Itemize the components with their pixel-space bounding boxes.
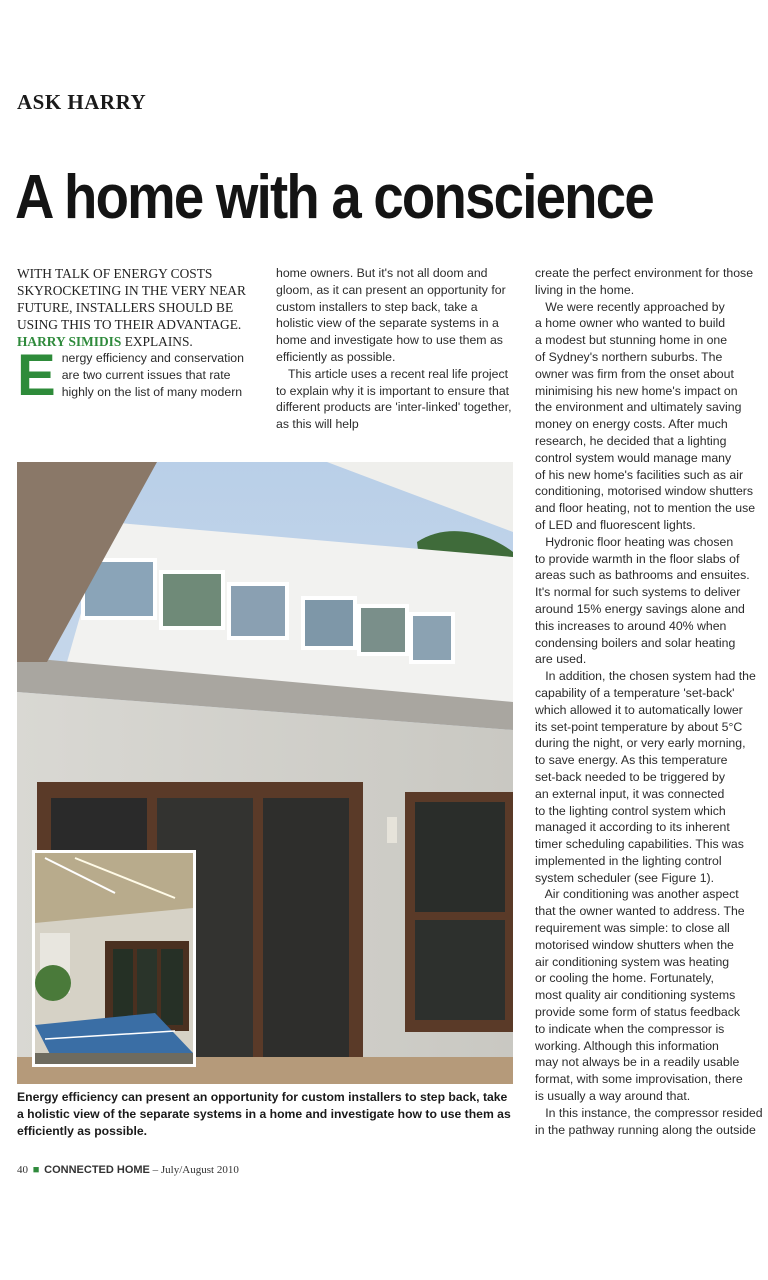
column3-line: an external input, it was connected (535, 786, 725, 801)
column3-line: to provide warmth in the floor slabs of (535, 551, 740, 566)
column3-line: In addition, the chosen system had the (535, 669, 756, 684)
column3-line: to save energy. As this temperature (535, 753, 728, 768)
column3-line: capability of a temperature 'set-back' (535, 685, 735, 700)
column3-line: living in the home. (535, 282, 635, 297)
column3-line: format, with some improvisation, there (535, 1072, 743, 1087)
page-number: 40 (17, 1164, 28, 1176)
page-footer: 40 ■ CONNECTED HOME – July/August 2010 (17, 1164, 239, 1176)
column3-line: implemented in the lighting control (535, 853, 722, 868)
column3-line: its set-point temperature by about 5°C (535, 719, 743, 734)
column3-line: in the pathway running along the outside (535, 1122, 756, 1137)
column3-line: Hydronic floor heating was chosen (535, 534, 734, 549)
column3-line: system scheduler (see Figure 1). (535, 870, 715, 885)
column3-line: to indicate when the compressor is (535, 1021, 725, 1036)
column3-line: a modest but stunning home in one (535, 333, 728, 348)
column3-line: to the lighting control system which (535, 803, 726, 818)
column3-line: areas such as bathrooms and ensuites. (535, 568, 750, 583)
intro-text: nergy efficiency and conservation are two current issues that rate highly on the list of many modern (61, 351, 244, 399)
column3-line: around 15% energy savings alone and (535, 601, 745, 616)
column3-line: motorised window shutters when the (535, 937, 734, 952)
column3-line: or cooling the home. Fortunately, (535, 971, 714, 986)
column3-line: during the night, or very early morning, (535, 736, 746, 751)
article-column-1 (17, 265, 257, 408)
article-headline: A home with a conscience (15, 163, 653, 232)
standfirst (17, 265, 257, 350)
column3-line: timer scheduling capabilities. This was (535, 837, 744, 852)
column3-line: We were recently approached by (535, 299, 725, 314)
column2-paragraph-1: home owners. But it's not all doom and gloom, as it can present an opportunity for custom installers to step back, take a holistic view of the separate systems in a home and investigate how to use them as efficiently as possible. (276, 266, 506, 364)
column3-line: managed it according to its inherent (535, 820, 730, 835)
inset-photo (32, 850, 196, 1067)
column3-line: condensing boilers and solar heating (535, 635, 736, 650)
column3-line: conditioning, motorised window shutters (535, 484, 754, 499)
standfirst-text: WITH TALK OF ENERGY COSTS SKYROCKETING IN THE VERY NEAR FUTURE, INSTALLERS SHOULD BE USING THIS TO THEIR ADVANTAGE. (17, 266, 246, 332)
column3-line: set-back needed to be triggered by (535, 769, 726, 784)
column3-line: most quality air conditioning systems (535, 988, 736, 1003)
column3-line: research, he decided that a lighting (535, 433, 727, 448)
column3-line: this increases to around 40% when (535, 618, 727, 633)
column3-line: the environment and ultimately saving (535, 400, 742, 415)
column3-line: create the perfect environment for those (535, 266, 754, 280)
column3-line: In this instance, the compressor resided (535, 1105, 763, 1120)
issue-date: July/August 2010 (160, 1164, 239, 1176)
column3-line: air conditioning system was heating (535, 954, 730, 969)
column3-line: of his new home's facilities such as air (535, 467, 744, 482)
column3-line: requirement was simple: to close all (535, 921, 730, 936)
column3-line: of Sydney's northern suburbs. The (535, 349, 723, 364)
column2-paragraph-2: This article uses a recent real life project to explain why it is important to ensure that different products are 'inter-linked' together, as this will help (276, 366, 512, 432)
publication-name: CONNECTED HOME (44, 1164, 150, 1176)
column3-line: provide some form of status feedback (535, 1005, 741, 1020)
inset-photo-illustration (35, 853, 193, 1064)
column3-line: and floor heating, not to mention the use (535, 501, 756, 516)
column3-line: minimising his new home's impact on (535, 383, 738, 398)
column3-line: may not always be in a readily usable (535, 1055, 740, 1070)
photo-caption: Energy efficiency can present an opportunity for custom installers to step back, take a holistic view of the separate systems in a home and investigate how to use them as efficiently as possible. (17, 1090, 511, 1138)
column3-line: are used. (535, 652, 587, 667)
intro-paragraph (17, 343, 257, 408)
column3-line: money on energy costs. After much (535, 417, 728, 432)
drop-cap: E (17, 343, 56, 408)
column3-line: working. Although this information (535, 1038, 719, 1053)
column3-line: of LED and fluorescent lights. (535, 517, 696, 532)
column3-line: which allowed it to automatically lower (535, 702, 743, 717)
section-label: ASK HARRY (17, 90, 147, 114)
standfirst-suffix: EXPLAINS. (124, 334, 193, 349)
column3-line: that the owner wanted to address. The (535, 904, 745, 919)
column3-line: a home owner who wanted to build (535, 316, 726, 331)
column3-line: It's normal for such systems to deliver (535, 585, 741, 600)
column3-line: control system would manage many (535, 450, 732, 465)
article-column-2 (276, 265, 516, 433)
article-column-3 (535, 265, 768, 1138)
author-name: HARRY SIMIDIS (17, 334, 122, 349)
footer-separator-icon: ■ (32, 1164, 40, 1176)
column3-line: Air conditioning was another aspect (535, 887, 739, 902)
column3-line: owner was firm from the onset about (535, 366, 734, 381)
column3-line: is usually a way around that. (535, 1089, 691, 1104)
